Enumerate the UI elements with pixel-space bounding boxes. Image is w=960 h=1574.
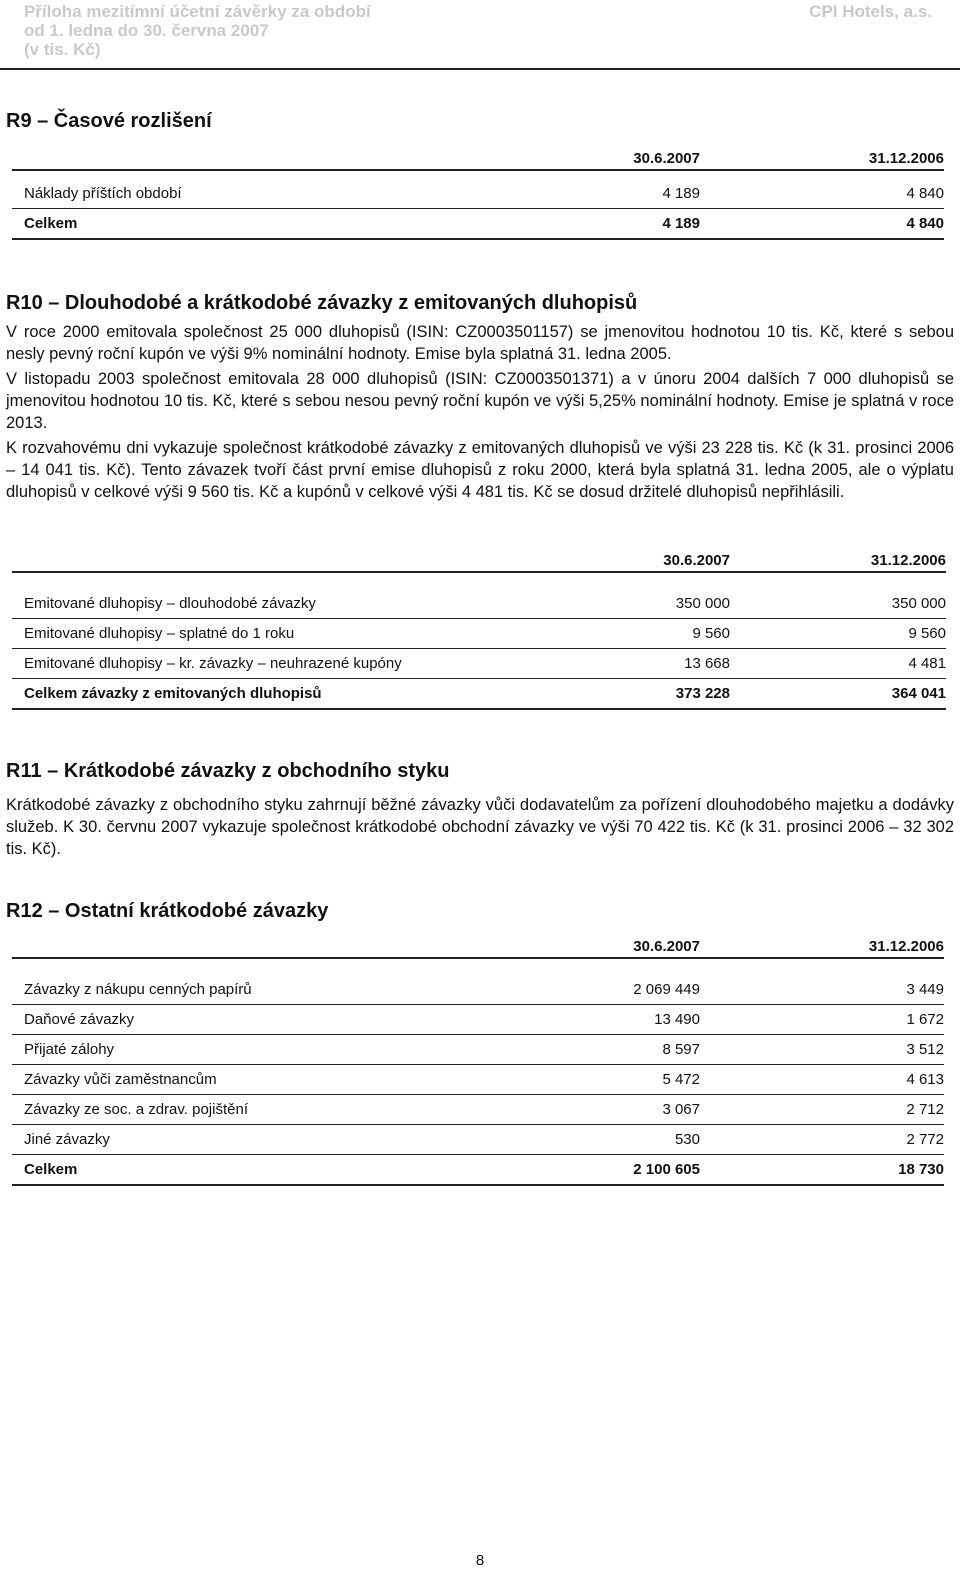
row-label: Závazky vůči zaměstnancům (12, 1065, 572, 1095)
table-row (12, 1035, 944, 1065)
table-row (12, 1095, 944, 1125)
row-label: Přijaté zálohy (12, 1035, 572, 1065)
document-header-left (24, 2, 371, 59)
row-value-2006: 3 512 (700, 1035, 944, 1065)
header-divider (0, 68, 960, 70)
row-value-2007: 4 189 (572, 209, 700, 240)
r11-heading: R11 – Krátkodobé závazky z obchodního styku (6, 760, 450, 782)
row-value-2006: 18 730 (700, 1155, 944, 1186)
company-name: CPI Hotels, a.s. (809, 2, 932, 21)
r12-heading: R12 – Ostatní krátkodobé závazky (6, 900, 329, 922)
table-row-total (12, 1155, 944, 1186)
row-value-2007: 4 189 (572, 179, 700, 209)
r10-table (12, 549, 946, 710)
table-row-total (12, 679, 946, 710)
r10-heading: R10 – Dlouhodobé a krátkodobé závazky z emitovaných dluhopisů (6, 292, 638, 314)
row-value-2006: 4 481 (730, 649, 946, 679)
row-label: Jiné závazky (12, 1125, 572, 1155)
row-label: Emitované dluhopisy – dlouhodobé závazky (12, 589, 602, 619)
row-value-2006: 2 712 (700, 1095, 944, 1125)
r12-table (12, 935, 944, 1186)
row-value-2007: 13 668 (602, 649, 730, 679)
table-row (12, 589, 946, 619)
row-value-2007: 350 000 (602, 589, 730, 619)
r12-col2-header: 31.12.2006 (700, 935, 944, 958)
table-row (12, 649, 946, 679)
row-label: Náklady příštích období (12, 179, 572, 209)
row-label: Závazky ze soc. a zdrav. pojištění (12, 1095, 572, 1125)
row-value-2007: 2 100 605 (572, 1155, 700, 1186)
r11-paragraph: Krátkodobé závazky z obchodního styku zahrnují běžné závazky vůči dodavatelům za pořízení dlouhodobého majetku a dodávky služeb. K 30. červnu 2007 vykazuje společnost krátkodobé obchodní závazky ve výši 70 422 tis. Kč (k 31. prosinci 2006 – 32 302 tis. Kč). (6, 796, 954, 858)
row-value-2007: 530 (572, 1125, 700, 1155)
row-value-2007: 9 560 (602, 619, 730, 649)
row-value-2006: 4 613 (700, 1065, 944, 1095)
row-label: Daňové závazky (12, 1005, 572, 1035)
r9-col1-header: 30.6.2007 (572, 147, 700, 170)
row-label: Emitované dluhopisy – splatné do 1 roku (12, 619, 602, 649)
r9-heading: R9 – Časové rozlišení (6, 110, 212, 132)
r10-text (6, 321, 954, 506)
row-value-2006: 1 672 (700, 1005, 944, 1035)
row-value-2006: 4 840 (700, 179, 944, 209)
row-value-2007: 373 228 (602, 679, 730, 710)
r11-text (6, 794, 954, 863)
r9-table (12, 147, 944, 240)
table-row (12, 1005, 944, 1035)
header-line-3: (v tis. Kč) (24, 40, 101, 59)
table-row (12, 179, 944, 209)
row-value-2006: 350 000 (730, 589, 946, 619)
r9-header-row (12, 147, 944, 170)
row-value-2007: 8 597 (572, 1035, 700, 1065)
row-value-2006: 3 449 (700, 975, 944, 1005)
r12-col1-header: 30.6.2007 (572, 935, 700, 958)
table-row-total (12, 209, 944, 240)
row-label: Celkem (12, 1155, 572, 1186)
row-value-2006: 364 041 (730, 679, 946, 710)
row-value-2007: 2 069 449 (572, 975, 700, 1005)
r10-header-row (12, 549, 946, 572)
r10-col1-header: 30.6.2007 (602, 549, 730, 572)
table-row (12, 1125, 944, 1155)
r10-paragraph-3: K rozvahovému dni vykazuje společnost krátkodobé závazky z emitovaných dluhopisů ve výši 23 228 tis. Kč (k 31. prosinci 2006 – 14 041 tis. Kč). Tento závazek tvoří část první emise dluhopisů z roku 2000, která byla splatná 31. ledna 2005, ale o výplatu dluhopisů v celkové výši 9 560 tis. Kč a kupónů v celkové výši 4 481 tis. Kč se dosud držitelé dluhopisů nepřihlásili. (6, 439, 954, 501)
row-value-2007: 3 067 (572, 1095, 700, 1125)
table-row (12, 1065, 944, 1095)
table-row (12, 975, 944, 1005)
page-number: 8 (475, 1552, 485, 1569)
r9-col2-header: 31.12.2006 (700, 147, 944, 170)
r10-col2-header: 31.12.2006 (730, 549, 946, 572)
header-line-2: od 1. ledna do 30. června 2007 (24, 21, 269, 40)
table-row (12, 619, 946, 649)
row-value-2006: 9 560 (730, 619, 946, 649)
row-label: Závazky z nákupu cenných papírů (12, 975, 572, 1005)
r12-header-row (12, 935, 944, 958)
row-value-2006: 4 840 (700, 209, 944, 240)
row-value-2007: 13 490 (572, 1005, 700, 1035)
row-label: Emitované dluhopisy – kr. závazky – neuhrazené kupóny (12, 649, 602, 679)
row-label: Celkem (12, 209, 572, 240)
r10-paragraph-1: V roce 2000 emitovala společnost 25 000 dluhopisů (ISIN: CZ0003501157) se jmenovitou hodnotou 10 tis. Kč, které s sebou nesly pevný roční kupón ve výši 9% nominální hodnoty. Emise byla splatná 31. ledna 2005. (6, 323, 954, 363)
row-value-2007: 5 472 (572, 1065, 700, 1095)
r10-paragraph-2: V listopadu 2003 společnost emitovala 28 000 dluhopisů (ISIN: CZ0003501371) a v únoru 2004 dalších 7 000 dluhopisů se jmenovitou hodnotou 10 tis. Kč, které s sebou nesou pevný roční kupón ve výši 5,25% nominální hodnoty. Emise je splatná v roce 2013. (6, 370, 954, 432)
row-value-2006: 2 772 (700, 1125, 944, 1155)
header-line-1: Příloha mezitímní účetní závěrky za období (24, 2, 371, 21)
row-label: Celkem závazky z emitovaných dluhopisů (12, 679, 602, 710)
